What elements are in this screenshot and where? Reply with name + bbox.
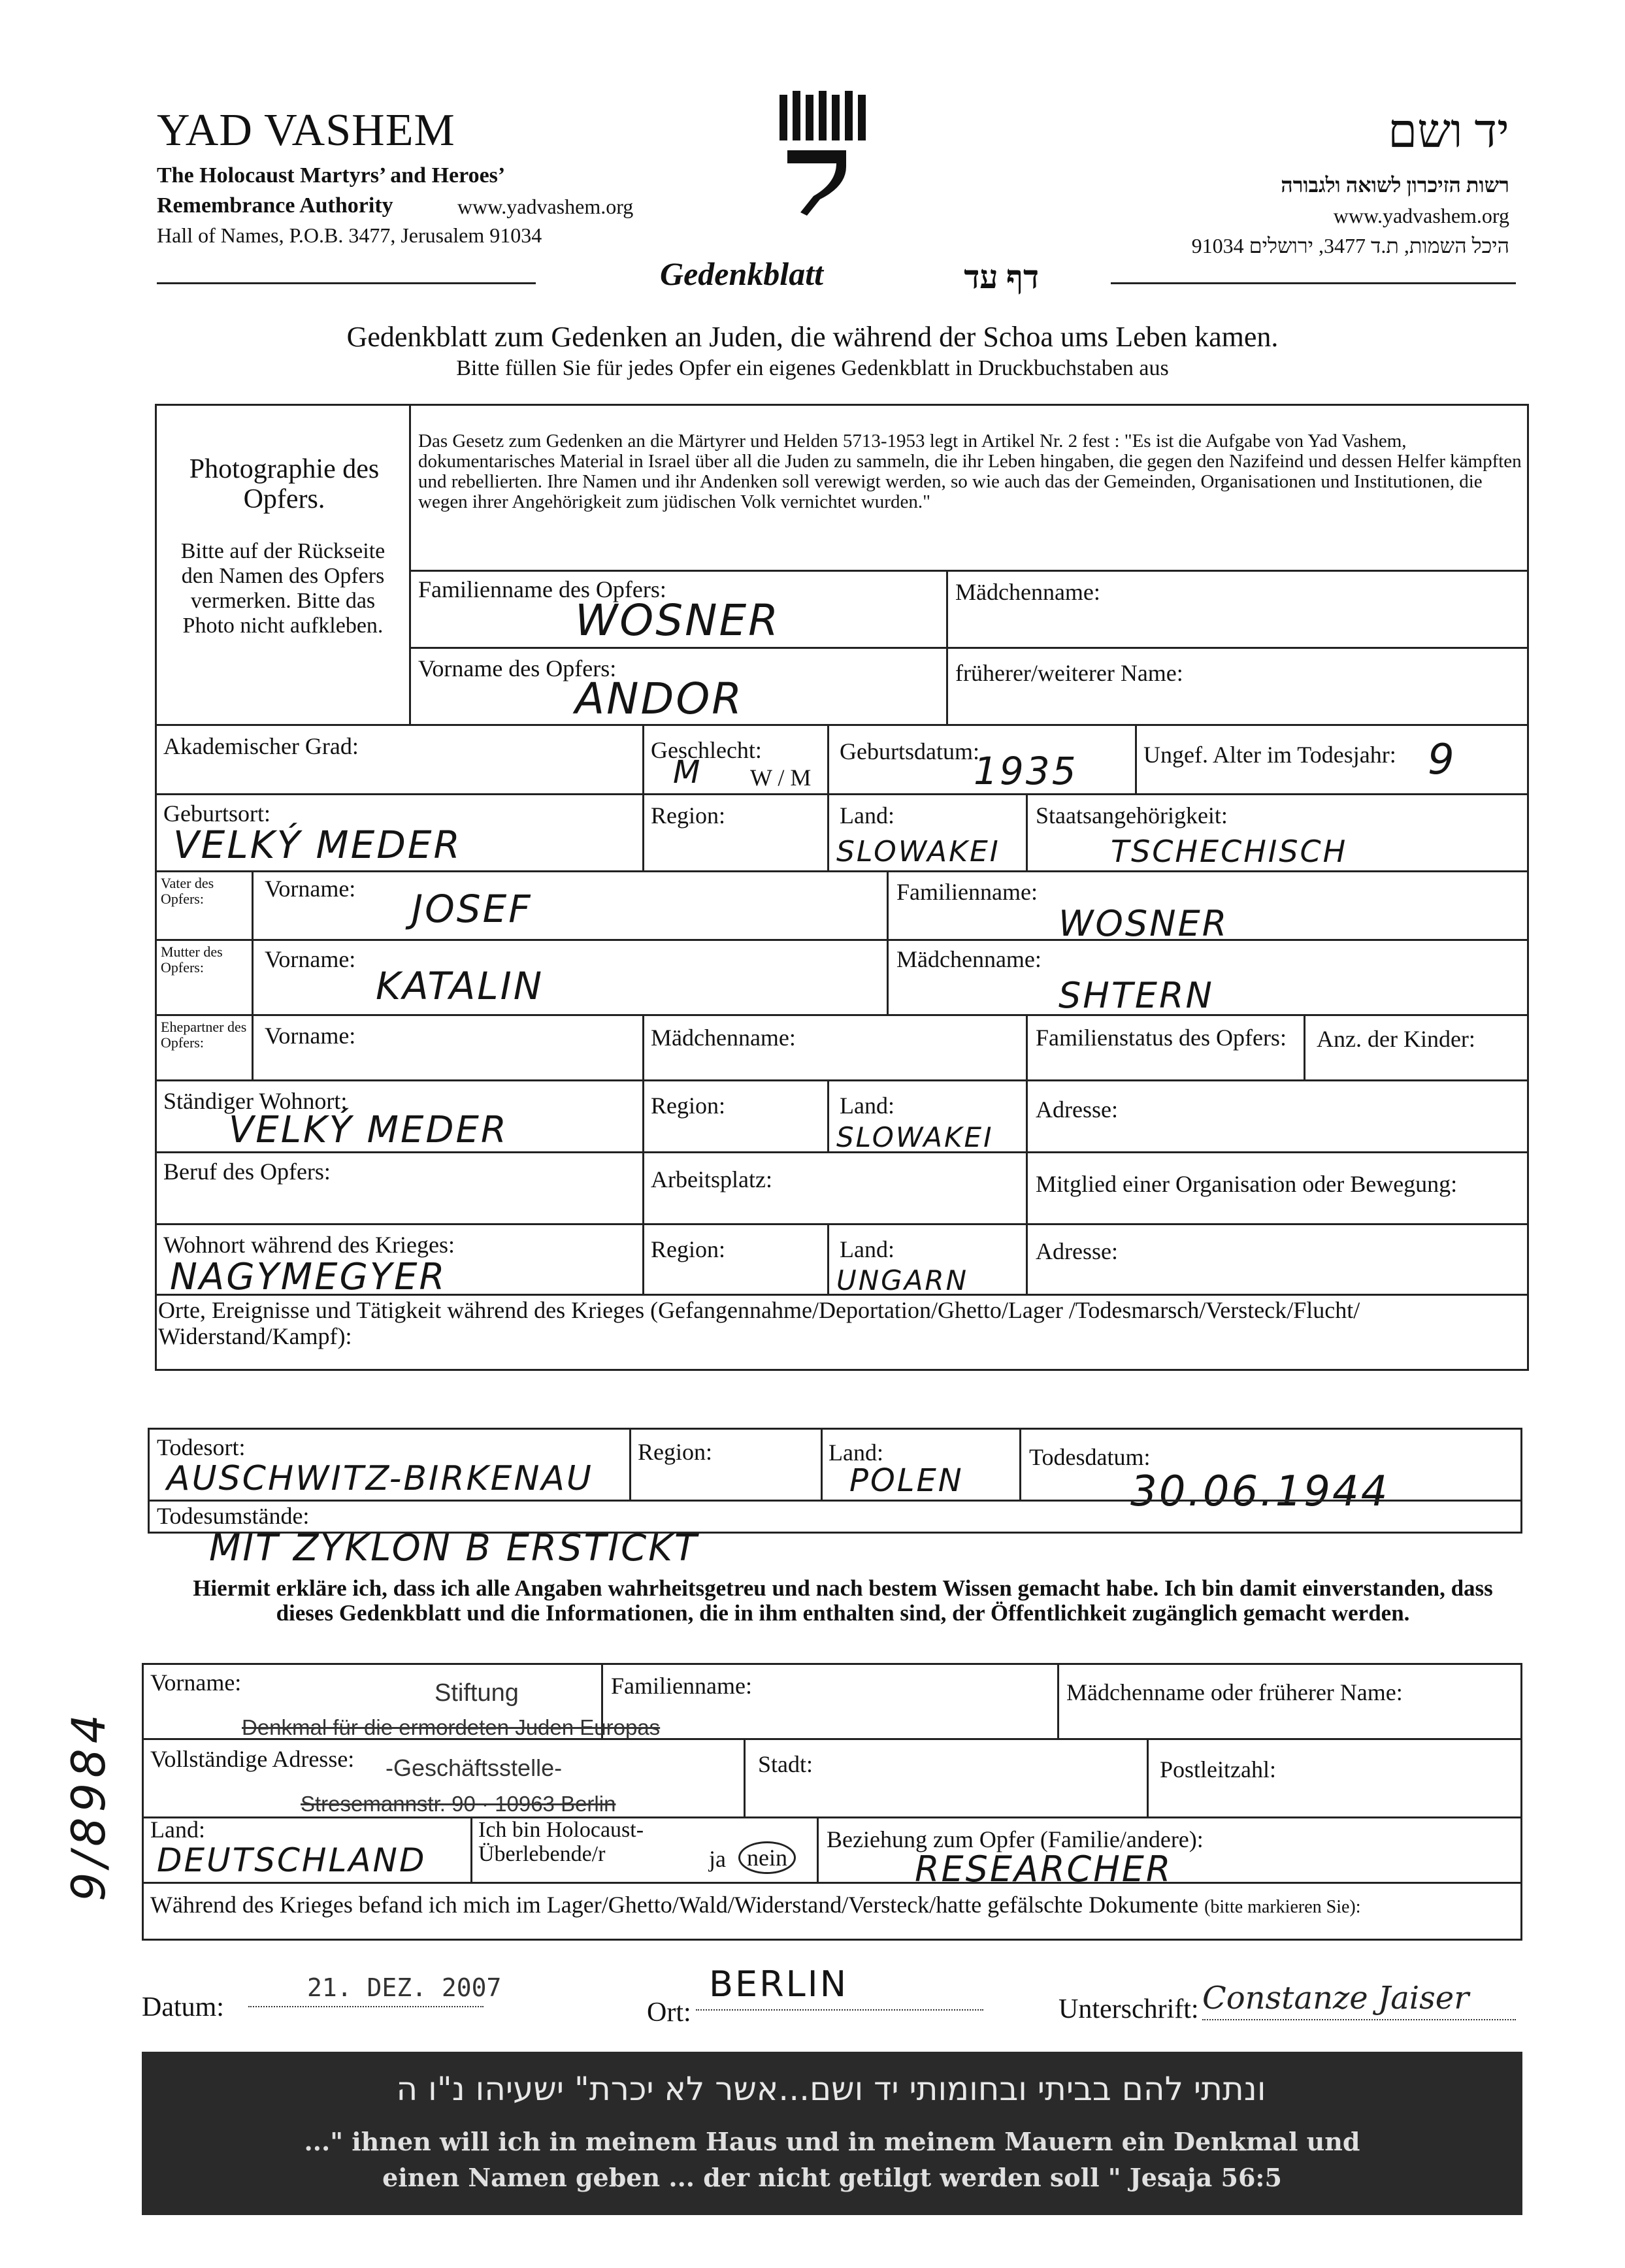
birth-region-label: Region: <box>651 802 725 829</box>
birth-date-label: Geburtsdatum: <box>840 738 979 764</box>
hebrew-line1: רשות הזיכרון לשואה ולגבורה <box>1281 173 1509 197</box>
footer-german-quote1: ..." ihnen will ich in meinem Haus und in meinem Mauern ein Denkmal und <box>304 2127 1360 2156</box>
footer-german-quote2: einen Namen geben ... der nicht getilgt werden soll " Jesaja 56:5 <box>382 2163 1282 2192</box>
birth-country-value: SLOWAKEI <box>836 835 1000 868</box>
birth-country-label: Land: <box>840 802 895 829</box>
war-country-value: UNGARN <box>836 1264 969 1296</box>
death-circumstances-label: Todesumstände: <box>157 1503 310 1529</box>
war-region-label: Region: <box>651 1236 725 1262</box>
submitter-city-label: Stadt: <box>758 1751 813 1777</box>
birth-place-value: VELKÝ MEDER <box>173 823 462 867</box>
photo-box-title: Photographie des Opfers. <box>189 454 380 514</box>
academic-label: Akademischer Grad: <box>163 733 359 759</box>
age-value: 9 <box>1428 736 1456 784</box>
war-location-label <box>150 1892 1519 1920</box>
father-first-label: Vorname: <box>265 876 356 902</box>
residence-value: VELKÝ MEDER <box>229 1109 508 1151</box>
death-date-value: 30.06.1944 <box>1130 1468 1390 1516</box>
gender-label: Geschlecht: <box>651 737 762 763</box>
birth-date-value: 1935 <box>974 749 1078 793</box>
residence-label: Ständiger Wohnort: <box>163 1088 348 1114</box>
war-address-label: Adresse: <box>1036 1238 1118 1264</box>
children-label: Anz. der Kinder: <box>1317 1026 1475 1052</box>
subtitle2: Bitte füllen Sie für jedes Opfer ein eigenes Gedenkblatt in Druckbuchstaben aus <box>456 356 1169 380</box>
survivor-yes[interactable]: ja <box>709 1846 726 1872</box>
subtitle1: Gedenkblatt zum Gedenken an Juden, die während der Schoa ums Leben kamen. <box>346 321 1279 353</box>
war-events-label: Orte, Ereignisse und Tätigkeit während des Krieges (Gefangennahme/Deportation/Ghetto/Lager /Todesmarsch/Versteck/Flucht/ Widerstand/Kampf): <box>158 1297 1360 1349</box>
org-title: YAD VASHEM <box>157 105 455 156</box>
death-place-label: Todesort: <box>157 1434 246 1460</box>
footer-banner <box>142 2052 1522 2215</box>
first-name-value: ANDOR <box>575 674 744 724</box>
death-place-value: AUSCHWITZ-BIRKENAU <box>167 1459 593 1498</box>
date-label: Datum: <box>142 1992 224 2022</box>
stamp-line4: Stresemannstr. 90 · 10963 Berlin <box>301 1792 616 1816</box>
mother-label: Mutter des Opfers: <box>161 944 223 976</box>
submitter-zip-label: Postleitzahl: <box>1160 1756 1276 1783</box>
family-name-label: Familienname des Opfers: <box>418 576 666 602</box>
form-title: Gedenkblatt <box>660 255 823 292</box>
organization-label: Mitglied einer Organisation oder Bewegung: <box>1036 1171 1458 1197</box>
spouse-label: Ehepartner des Opfers: <box>161 1019 247 1051</box>
footer-hebrew-quote: ונתתי להם בביתי ובחומותי יד ושם...אשר לא יכרת" ישעיהו נ"ו ה <box>396 2070 1266 2108</box>
residence-address-label: Adresse: <box>1036 1096 1118 1123</box>
workplace-label: Arbeitsplatz: <box>651 1166 772 1192</box>
menorah-logo-icon <box>774 88 872 219</box>
mother-maiden-label: Mädchenname: <box>896 946 1042 972</box>
war-country-label: Land: <box>840 1236 895 1262</box>
place-label: Ort: <box>647 1997 691 2028</box>
stamp-line2: Denkmal für die ermordeten Juden Europas <box>242 1715 661 1739</box>
family-status-label: Familienstatus des Opfers: <box>1036 1025 1287 1051</box>
spouse-maiden-label: Mädchenname: <box>651 1025 796 1051</box>
death-region-label: Region: <box>638 1439 712 1465</box>
death-date-label: Todesdatum: <box>1029 1444 1151 1470</box>
hebrew-website: www.yadvashem.org <box>1333 204 1509 227</box>
submitter-maiden-label: Mädchenname oder früherer Name: <box>1066 1679 1403 1705</box>
death-country-label: Land: <box>829 1439 883 1466</box>
org-website: www.yadvashem.org <box>457 195 634 218</box>
mother-first-value: KATALIN <box>376 964 544 1008</box>
signature-label: Unterschrift: <box>1059 1994 1199 2024</box>
hebrew-title: יד ושם <box>1388 105 1509 157</box>
survivor-no-circled[interactable]: nein <box>738 1841 796 1874</box>
war-residence-label: Wohnort während des Krieges: <box>163 1232 455 1258</box>
signature-value: Constanze Jaiser <box>1202 1980 1469 2016</box>
stamp-line1: Stiftung <box>435 1679 519 1707</box>
age-label: Ungef. Alter im Todesjahr: <box>1143 742 1396 768</box>
org-line2: Remembrance Authority <box>157 193 393 218</box>
father-first-value: JOSEF <box>412 887 533 931</box>
stamp-line3: -Geschäftsstelle- <box>386 1754 563 1781</box>
org-address: Hall of Names, P.O.B. 3477, Jerusalem 91034 <box>157 223 542 247</box>
citizenship-label: Staatsangehörigkeit: <box>1036 802 1228 829</box>
submitter-first-label: Vorname: <box>150 1669 242 1696</box>
father-family-label: Familienname: <box>896 879 1038 905</box>
father-family-value: WOSNER <box>1059 903 1229 944</box>
submitter-country-value: DEUTSCHLAND <box>157 1841 427 1879</box>
hebrew-address: היכל השמות, ת.ד 3477, ירושלים 91034 <box>1191 234 1509 257</box>
death-country-value: POLEN <box>849 1462 964 1499</box>
form-title-hebrew: דף עד <box>964 259 1039 295</box>
death-circumstances-value: MIT ZYKLON B ERSTICKT <box>209 1527 699 1570</box>
mother-first-label: Vorname: <box>265 946 356 972</box>
declaration-text: Hiermit erkläre ich, dass ich alle Angaben wahrheitsgetreu und nach bestem Wissen gemacht habe. Ich bin damit einverstanden, dass dieses Gedenkblatt und die Informationen, die in ihm enthalten sind, der Öffentlichkeit zugänglich gemacht werden. <box>193 1575 1493 1626</box>
family-name-value: WOSNER <box>575 595 781 646</box>
submitter-family-label: Familienname: <box>611 1673 752 1699</box>
former-name-label: früherer/weiterer Name: <box>955 660 1183 686</box>
mother-maiden-value: SHTERN <box>1059 975 1214 1016</box>
first-name-label: Vorname des Opfers: <box>418 655 617 682</box>
margin-note: 9/8984 <box>62 1709 116 1901</box>
war-residence-value: NAGYMEGYER <box>170 1256 447 1298</box>
spouse-first-label: Vorname: <box>265 1023 356 1049</box>
survivor-label: Ich bin Holocaust-Überlebende/r <box>478 1818 644 1866</box>
war-location-hint: (bitte markieren Sie): <box>1204 1897 1361 1917</box>
date-value: 21. DEZ. 2007 <box>307 1973 502 2002</box>
residence-country-value: SLOWAKEI <box>836 1121 994 1153</box>
father-label: Vater des Opfers: <box>161 875 214 907</box>
citizenship-value: TSCHECHISCH <box>1111 834 1348 869</box>
profession-label: Beruf des Opfers: <box>163 1159 331 1185</box>
law-text: Das Gesetz zum Gedenken an die Märtyrer und Helden 5713-1953 legt in Artikel Nr. 2 fest : "Es ist die Aufgabe von Yad Vashem, dokumentarisches Material in Israel über all die Juden zu sammeln, die ihr Leben hingaben, die gegen den Nazifeind und dessen Helfer kämpften und rebellierten. Ihre Namen und ihr Andenken soll verewigt werden, so wie auch das der Gemeinden, Organisationen und Institutionen, die wegen ihrer Angehörigkeit zum jüdischen Volk vernichtet wurden." <box>418 431 1522 512</box>
residence-country-label: Land: <box>840 1093 895 1119</box>
maiden-name-label: Mädchenname: <box>955 579 1100 605</box>
birth-place-label: Geburtsort: <box>163 800 271 827</box>
relation-label: Beziehung zum Opfer (Familie/andere): <box>827 1826 1204 1852</box>
org-line1: The Holocaust Martyrs’ and Heroes’ <box>157 163 506 188</box>
gender-value: M <box>673 754 702 791</box>
submitter-country-label: Land: <box>150 1816 205 1843</box>
relation-value: RESEARCHER <box>915 1849 1173 1890</box>
photo-box-instructions: Bitte auf der Rückseite den Namen des Opfers vermerken. Bitte das Photo nicht aufkleben. <box>180 539 386 638</box>
gender-options: W / M <box>750 764 812 791</box>
place-value: BERLIN <box>709 1964 849 2005</box>
war-location-text: Während des Krieges befand ich mich im Lager/Ghetto/Wald/Widerstand/Versteck/hatte gefälschte Dokumente <box>150 1892 1199 1918</box>
residence-region-label: Region: <box>651 1093 725 1119</box>
submitter-address-label: Vollständige Adresse: <box>150 1746 355 1772</box>
